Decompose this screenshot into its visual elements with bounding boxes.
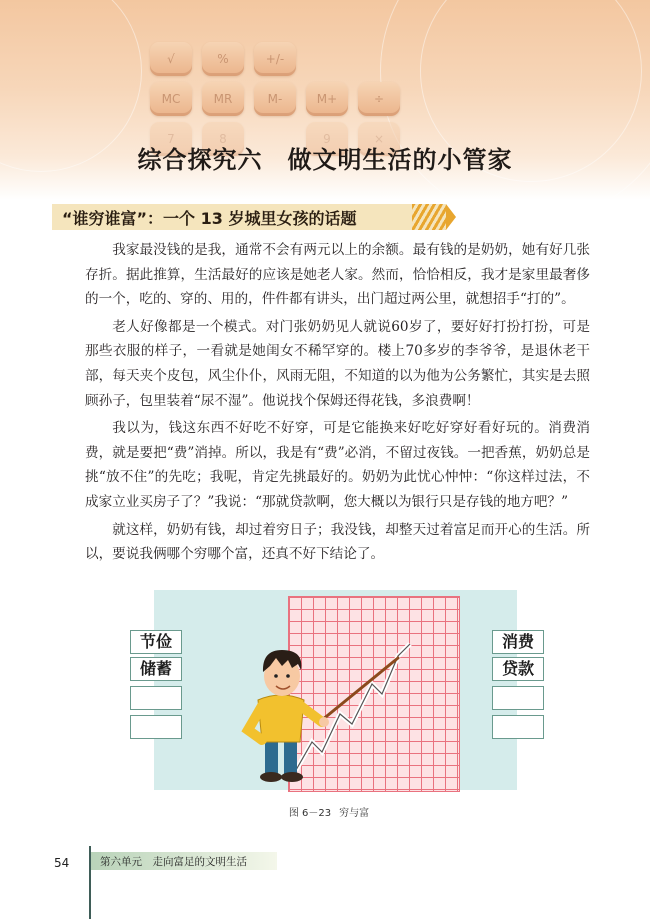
label-box-frugal: 节俭 xyxy=(130,630,182,654)
label-box-empty xyxy=(492,686,544,710)
calculator-key: MC xyxy=(150,82,192,116)
paragraph: 我以为，钱这东西不好吃不好穿，可是它能换来好吃好穿好看好玩的。消费消费，就是要把“费”消掉。所以，我是有“费”必消，不留过夜钱。一把香蕉，奶奶总是挑“放不住”的先吃；我呢，肯定先挑最好的。奶奶为此忧心忡忡：“你这样过法，不成家立业买房子了？”我说：“那就贷款啊，您大概以为银行只是存钱的地方吧？” xyxy=(85,420,590,510)
label-box-empty xyxy=(130,686,182,710)
page-title: 综合探究六 做文明生活的小管家 xyxy=(137,146,513,174)
figure-caption xyxy=(0,804,650,819)
calculator-key: 9 xyxy=(306,122,348,156)
caption-number: 图 6－23 xyxy=(288,808,332,819)
caption-text: 穷与富 xyxy=(339,808,370,819)
calculator-key: MR xyxy=(202,82,244,116)
calculator-key: 8 xyxy=(202,122,244,156)
label-box-empty xyxy=(130,715,182,739)
calculator-key: √ xyxy=(150,42,192,76)
paragraph: 老人好像都是一个模式。对门张奶奶见人就说60岁了，要好好打扮打扮，可是那些衣服的样子，一看就是她闺女不稀罕穿的。楼上70多岁的李爷爷，是退休老干部，每天夹个皮包，风尘仆仆，风雨无阻，不知道的以为他为公务繁忙，其实是去照顾孙子，包里装着“尿不湿”。他说找个保姆还得花钱，多浪费啊！ xyxy=(85,318,590,409)
calculator-key: M+ xyxy=(306,82,348,116)
label-box-saving: 储蓄 xyxy=(130,657,182,681)
calculator-key: 7 xyxy=(150,122,192,156)
paragraph: 我家最没钱的是我，通常不会有两元以上的余额。最有钱的是奶奶，她有好几张存折。据此推算，生活最好的应该是她老人家。然而，恰恰相反，我才是家里最奢侈的一个，吃的、穿的、用的，件件都有讲头，出门超过两公里，就想招手“打的”。 xyxy=(85,242,590,308)
label-box-consumption: 消费 xyxy=(492,630,544,654)
calculator-key: M- xyxy=(254,82,296,116)
section-title: “谁穷谁富”：一个 13 岁城里女孩的话题 xyxy=(62,209,357,228)
calculator-key: × xyxy=(358,122,400,156)
calculator-key: ÷ xyxy=(358,82,400,116)
paragraph: 就这样，奶奶有钱，却过着穷日子；我没钱，却整天过着富足而开心的生活。所以，要说我俩哪个穷哪个富，还真不好下结论了。 xyxy=(85,521,590,563)
calculator-key: +/- xyxy=(254,42,296,76)
label-box-empty xyxy=(492,715,544,739)
page-number: 54 xyxy=(54,856,70,870)
footer-chapter-title: 第六单元 走向富足的文明生活 xyxy=(100,856,247,868)
calculator-key: % xyxy=(202,42,244,76)
label-box-loan: 贷款 xyxy=(492,657,544,681)
